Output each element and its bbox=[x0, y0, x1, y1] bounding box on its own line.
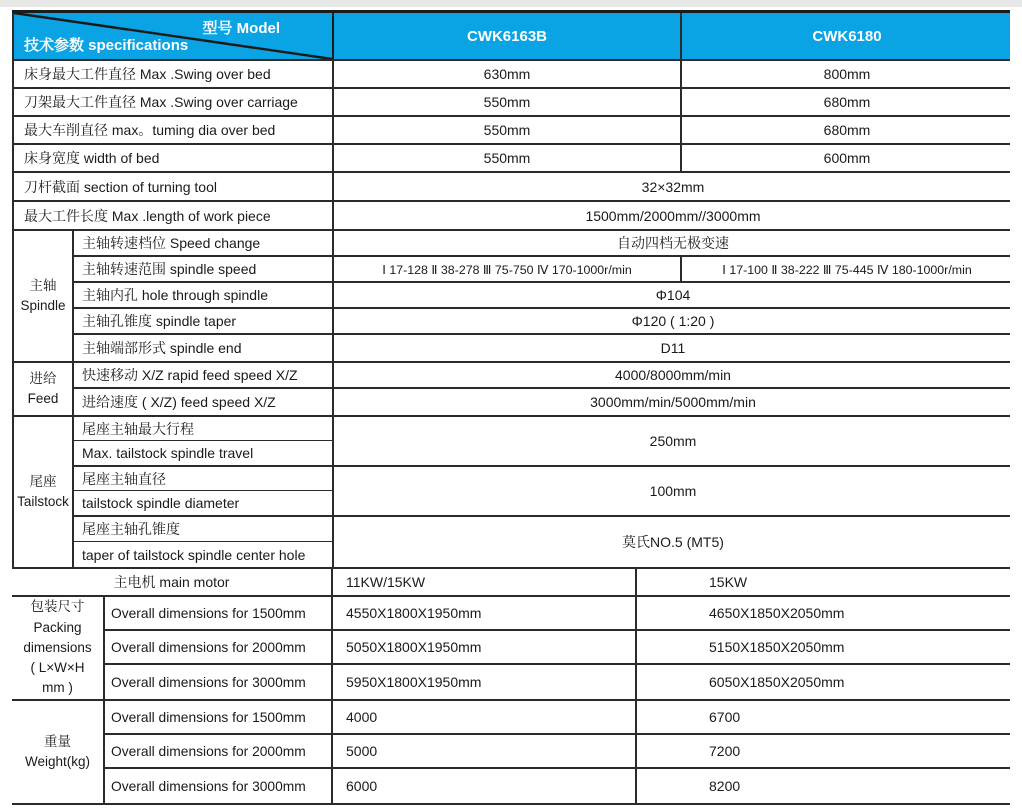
shared-value: 3000mm/min/5000mm/min bbox=[590, 394, 756, 410]
value-cwk6180: 680mm bbox=[823, 94, 871, 110]
value-cwk6163b: 630mm bbox=[334, 61, 682, 87]
row-label: 主轴孔锥度 spindle taper bbox=[74, 309, 334, 333]
spindle-group-label bbox=[14, 231, 74, 361]
row-tailstock-taper bbox=[74, 517, 1010, 567]
row-label-cn: 尾座主轴孔锥度 bbox=[74, 517, 332, 542]
row-hole-through-spindle bbox=[74, 283, 1010, 309]
page-edge-strip bbox=[0, 0, 1022, 7]
row-label-pair bbox=[74, 467, 334, 515]
value-cwk6163b: 550mm bbox=[334, 89, 682, 115]
row-label: 床身宽度 width of bed bbox=[14, 145, 334, 171]
row-weight-1500 bbox=[105, 701, 1010, 735]
row-label-en: taper of tailstock spindle center hole bbox=[82, 546, 306, 563]
shared-value: 250mm bbox=[649, 433, 697, 449]
shared-value: D11 bbox=[660, 340, 686, 356]
upper-table-block bbox=[12, 13, 1010, 569]
row-label-pair bbox=[74, 517, 334, 567]
feed-rows bbox=[74, 363, 1010, 415]
value-cwk6180: 6050X1850X2050mm bbox=[709, 674, 845, 690]
value-cwk6180: 4650X1850X2050mm bbox=[709, 605, 845, 621]
header-corner-cell bbox=[14, 13, 334, 59]
row-weight-2000 bbox=[105, 735, 1010, 769]
weight-group-label bbox=[12, 701, 105, 803]
tailstock-rows bbox=[74, 417, 1010, 567]
section-spindle bbox=[14, 231, 1010, 363]
shared-value: 100mm bbox=[649, 483, 697, 499]
row-tailstock-spindle-travel bbox=[74, 417, 1010, 467]
weight-rows bbox=[105, 701, 1010, 803]
row-label: Overall dimensions for 1500mm bbox=[105, 597, 333, 629]
shared-value: 自动四档无极变速 bbox=[617, 235, 729, 251]
row-tailstock-spindle-diameter bbox=[74, 467, 1010, 517]
row-label: Overall dimensions for 3000mm bbox=[105, 665, 333, 699]
value-cwk6163b: 5950X1800X1950mm bbox=[333, 665, 637, 699]
feed-group-label bbox=[14, 363, 74, 415]
group-label-cn: 主轴 bbox=[29, 277, 57, 293]
group-label-line: Packing bbox=[33, 619, 82, 635]
value-cwk6180: 680mm bbox=[823, 122, 871, 138]
group-label-en: Tailstock bbox=[17, 494, 69, 509]
row-label-cn: 尾座主轴最大行程 bbox=[74, 417, 332, 441]
row-label-cn: 尾座主轴直径 bbox=[74, 467, 332, 491]
row-label: 主轴转速档位 Speed change bbox=[74, 231, 334, 255]
packing-rows bbox=[105, 597, 1010, 699]
group-label-en: Spindle bbox=[20, 298, 66, 313]
value-cwk6163b: 4000 bbox=[333, 701, 637, 733]
spindle-rows bbox=[74, 231, 1010, 361]
row-label: Overall dimensions for 2000mm bbox=[105, 631, 333, 663]
row-rapid-feed-speed bbox=[74, 363, 1010, 389]
row-label: 刀杆截面 section of turning tool bbox=[14, 173, 334, 200]
value-cwk6180: Ⅰ 17-100 Ⅱ 38-222 Ⅲ 75-445 Ⅳ 180-1000r/min bbox=[722, 262, 972, 277]
value-cwk6163b: 550mm bbox=[334, 117, 682, 143]
row-section-of-turning-tool bbox=[14, 173, 1010, 202]
value-cwk6163b: 6000 bbox=[333, 769, 637, 803]
row-label: Overall dimensions for 3000mm bbox=[105, 769, 333, 803]
table-header-row bbox=[14, 13, 1010, 61]
spec-table bbox=[12, 10, 1010, 805]
value-cwk6163b: 550mm bbox=[334, 145, 682, 171]
shared-value: 4000/8000mm/min bbox=[615, 367, 731, 383]
value-cwk6180: 600mm bbox=[823, 150, 871, 166]
shared-value: 1500mm/2000mm//3000mm bbox=[585, 207, 761, 224]
value-cwk6180: 800mm bbox=[823, 66, 871, 82]
row-label-pair bbox=[74, 417, 334, 465]
row-spindle-speed bbox=[74, 257, 1010, 283]
row-max-turning-dia bbox=[14, 117, 1010, 145]
row-max-length-of-work-piece bbox=[14, 202, 1010, 231]
row-label: 主轴内孔 hole through spindle bbox=[74, 283, 334, 307]
group-label-line: dimensions bbox=[23, 639, 92, 655]
row-packing-2000 bbox=[105, 631, 1010, 665]
group-label-cn: 尾座 bbox=[29, 473, 57, 489]
value-cwk6180: 6700 bbox=[709, 709, 741, 725]
row-max-swing-over-carriage bbox=[14, 89, 1010, 117]
section-feed bbox=[14, 363, 1010, 417]
shared-value: 莫氏NO.5 (MT5) bbox=[622, 534, 724, 550]
group-label-line: ( L×W×H bbox=[30, 660, 85, 676]
lower-table-block bbox=[12, 569, 1010, 805]
group-label-line: mm ) bbox=[42, 680, 73, 696]
value-cwk6163b: Ⅰ 17-128 Ⅱ 38-278 Ⅲ 75-750 Ⅳ 170-1000r/min bbox=[334, 257, 682, 281]
section-weight bbox=[12, 701, 1010, 805]
row-label: 最大车削直径 max。tuming dia over bed bbox=[14, 117, 334, 143]
value-cwk6180: 7200 bbox=[709, 743, 741, 759]
row-label: Overall dimensions for 1500mm bbox=[105, 701, 333, 733]
row-packing-3000 bbox=[105, 665, 1010, 699]
value-cwk6163b: 5050X1800X1950mm bbox=[333, 631, 637, 663]
row-label: 快速移动 X/Z rapid feed speed X/Z bbox=[74, 363, 334, 387]
column-header-cwk6180: CWK6180 bbox=[812, 27, 882, 45]
row-label: 床身最大工件直径 Max .Swing over bed bbox=[14, 61, 334, 87]
row-speed-change bbox=[74, 231, 1010, 257]
value-cwk6180: 8200 bbox=[709, 778, 741, 794]
spec-axis-label: 技术参数 specifications bbox=[24, 37, 189, 54]
row-label-en: Max. tailstock spindle travel bbox=[82, 445, 254, 461]
row-feed-speed bbox=[74, 389, 1010, 415]
row-width-of-bed bbox=[14, 145, 1010, 173]
row-label: 进给速度 ( X/Z) feed speed X/Z bbox=[74, 389, 334, 415]
shared-value: Φ120 ( 1:20 ) bbox=[631, 313, 715, 329]
group-label-cn: 进给 bbox=[29, 370, 57, 386]
value-cwk6180: 5150X1850X2050mm bbox=[709, 639, 845, 655]
group-label-en: Feed bbox=[27, 391, 59, 406]
row-spindle-taper bbox=[74, 309, 1010, 335]
row-max-swing-over-bed bbox=[14, 61, 1010, 89]
column-header-cwk6163b: CWK6163B bbox=[334, 13, 682, 59]
shared-value: 32×32mm bbox=[641, 178, 705, 195]
group-label-line: Weight(kg) bbox=[24, 754, 91, 769]
value-cwk6163b: 11KW/15KW bbox=[333, 569, 637, 595]
row-label-en: tailstock spindle diameter bbox=[82, 495, 240, 511]
row-weight-3000 bbox=[105, 769, 1010, 803]
section-packing-dimensions bbox=[12, 597, 1010, 701]
row-label: 刀架最大工件直径 Max .Swing over carriage bbox=[14, 89, 334, 115]
row-label: 主电机 main motor bbox=[12, 569, 333, 595]
section-tailstock bbox=[14, 417, 1010, 569]
packing-group-label bbox=[12, 597, 105, 699]
value-cwk6163b: 5000 bbox=[333, 735, 637, 767]
shared-value: Φ104 bbox=[655, 287, 691, 303]
row-label: 主轴转速范围 spindle speed bbox=[74, 257, 334, 281]
row-label: 主轴端部形式 spindle end bbox=[74, 335, 334, 361]
model-axis-label: 型号 Model bbox=[202, 20, 280, 37]
row-label: Overall dimensions for 2000mm bbox=[105, 735, 333, 767]
row-main-motor bbox=[12, 569, 1010, 597]
group-label-line: 重量 bbox=[44, 733, 71, 749]
row-packing-1500 bbox=[105, 597, 1010, 631]
group-label-line: 包装尺寸 bbox=[30, 599, 85, 615]
tailstock-group-label bbox=[14, 417, 74, 567]
value-cwk6163b: 4550X1800X1950mm bbox=[333, 597, 637, 629]
row-label: 最大工件长度 Max .length of work piece bbox=[14, 202, 334, 229]
row-spindle-end bbox=[74, 335, 1010, 361]
value-cwk6180: 15KW bbox=[709, 574, 748, 590]
